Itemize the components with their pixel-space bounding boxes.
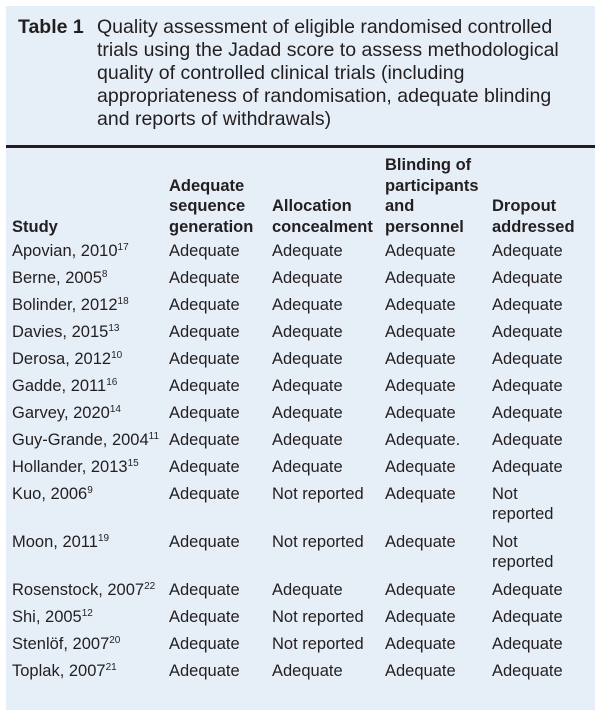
study-name: Garvey, 2020 <box>12 404 110 422</box>
cell-study <box>12 241 169 268</box>
table-label: Table 1 <box>18 16 84 38</box>
dropout-line: Adequate <box>492 662 563 680</box>
cell-allocation: Adequate <box>272 431 343 449</box>
cell-study <box>12 532 169 580</box>
cell-dropout <box>492 484 582 532</box>
cell-dropout <box>492 607 582 634</box>
table-row <box>12 322 582 349</box>
dropout-line: reported <box>492 505 554 523</box>
header-line: Allocation <box>272 197 352 215</box>
study-name: Apovian, 2010 <box>12 242 118 260</box>
reference-number: 18 <box>117 296 129 307</box>
study-name: Stenlöf, 2007 <box>12 635 110 653</box>
dropout-line: Adequate <box>492 431 563 449</box>
table-row <box>12 532 582 580</box>
cell-allocation: Adequate <box>272 296 343 314</box>
dropout-line: Adequate <box>492 242 563 260</box>
cell-blinding: Adequate <box>385 350 456 368</box>
header-line: Dropout <box>492 197 557 215</box>
dropout-line: Adequate <box>492 323 563 341</box>
header-allocation-concealment <box>272 155 385 241</box>
study-name: Derosa, 2012 <box>12 350 112 368</box>
cell-blinding: Adequate. <box>385 431 461 449</box>
cell-dropout <box>492 580 582 607</box>
caption-line: and reports of withdrawals) <box>97 108 332 130</box>
study-name: Hollander, 2013 <box>12 458 128 476</box>
cell-sequence: Adequate <box>169 608 240 626</box>
caption-line: trials using the Jadad score to assess methodological <box>97 39 559 61</box>
cell-dropout <box>492 349 582 376</box>
cell-blinding: Adequate <box>385 485 456 503</box>
cell-sequence: Adequate <box>169 458 240 476</box>
cell-dropout <box>492 403 582 430</box>
cell-blinding: Adequate <box>385 323 456 341</box>
cell-sequence: Adequate <box>169 323 240 341</box>
cell-sequence: Adequate <box>169 431 240 449</box>
study-name: Toplak, 2007 <box>12 662 106 680</box>
table-row <box>12 403 582 430</box>
cell-dropout <box>492 430 582 457</box>
cell-study <box>12 295 169 322</box>
reference-number: 8 <box>101 269 108 280</box>
cell-sequence: Adequate <box>169 581 240 599</box>
header-line: concealment <box>272 217 373 236</box>
cell-study <box>12 376 169 403</box>
cell-sequence: Adequate <box>169 662 240 680</box>
cell-study <box>12 322 169 349</box>
cell-allocation: Not reported <box>272 608 364 626</box>
table-row <box>12 376 582 403</box>
reference-number: 17 <box>117 242 129 253</box>
study-name: Rosenstock, 2007 <box>12 581 145 599</box>
cell-sequence: Adequate <box>169 269 240 287</box>
cell-dropout <box>492 268 582 295</box>
table-row <box>12 484 582 532</box>
cell-study <box>12 484 169 532</box>
cell-allocation: Adequate <box>272 404 343 422</box>
cell-dropout <box>492 376 582 403</box>
cell-allocation: Adequate <box>272 350 343 368</box>
reference-number: 14 <box>109 404 121 415</box>
cell-blinding: Adequate <box>385 242 456 260</box>
table-row <box>12 634 582 661</box>
header-line: Study <box>12 217 58 236</box>
reference-number: 13 <box>108 323 120 334</box>
cell-dropout <box>492 322 582 349</box>
cell-sequence: Adequate <box>169 485 240 503</box>
header-line: Blinding of <box>385 156 472 174</box>
quality-table <box>12 155 582 688</box>
cell-study <box>12 457 169 484</box>
cell-blinding: Adequate <box>385 377 456 395</box>
cell-blinding: Adequate <box>385 296 456 314</box>
table-row <box>12 295 582 322</box>
cell-blinding: Adequate <box>385 533 456 551</box>
table-row <box>12 661 582 688</box>
table-row <box>12 268 582 295</box>
caption-line: Quality assessment of eligible randomised controlled <box>97 16 553 38</box>
cell-study <box>12 580 169 607</box>
dropout-line: Not <box>492 533 518 551</box>
header-line: and <box>385 197 415 215</box>
study-name: Berne, 2005 <box>12 269 102 287</box>
cell-study <box>12 268 169 295</box>
header-line: Adequate <box>169 176 245 195</box>
cell-blinding: Adequate <box>385 581 456 599</box>
header-line: generation <box>169 217 254 236</box>
study-name: Moon, 2011 <box>12 533 98 551</box>
cell-blinding: Adequate <box>385 404 456 422</box>
cell-allocation: Adequate <box>272 323 343 341</box>
dropout-line: Adequate <box>492 458 563 476</box>
cell-blinding: Adequate <box>385 269 456 287</box>
dropout-line: Adequate <box>492 635 563 653</box>
cell-allocation: Adequate <box>272 662 343 680</box>
cell-sequence: Adequate <box>169 242 240 260</box>
table-row <box>12 607 582 634</box>
caption-line: quality of controlled clinical trials (including <box>97 62 465 84</box>
cell-dropout <box>492 241 582 268</box>
study-name: Kuo, 2006 <box>12 485 88 503</box>
cell-dropout <box>492 661 582 688</box>
reference-number: 19 <box>97 533 110 544</box>
cell-allocation: Adequate <box>272 269 343 287</box>
cell-blinding: Adequate <box>385 458 456 476</box>
cell-study <box>12 403 169 430</box>
cell-study <box>12 607 169 634</box>
reference-number: 10 <box>111 350 123 361</box>
cell-blinding: Adequate <box>385 635 456 653</box>
cell-blinding: Adequate <box>385 662 456 680</box>
cell-allocation: Not reported <box>272 485 364 503</box>
cell-study <box>12 661 169 688</box>
reference-number: 16 <box>106 377 118 388</box>
cell-allocation: Adequate <box>272 377 343 395</box>
header-line: personnel <box>385 217 464 236</box>
dropout-line: Adequate <box>492 377 563 395</box>
header-line: sequence <box>169 197 246 215</box>
cell-dropout <box>492 532 582 580</box>
header-study <box>12 155 169 241</box>
reference-number: 21 <box>105 662 117 673</box>
dropout-line: Not <box>492 485 518 503</box>
reference-number: 22 <box>144 581 156 592</box>
study-name: Gadde, 2011 <box>12 377 107 395</box>
reference-number: 9 <box>87 485 93 496</box>
dropout-line: Adequate <box>492 296 563 314</box>
header-line: addressed <box>492 217 575 236</box>
cell-allocation: Adequate <box>272 242 343 260</box>
header-rule <box>6 145 595 148</box>
caption-text <box>97 16 588 131</box>
cell-dropout <box>492 457 582 484</box>
cell-allocation: Not reported <box>272 635 364 653</box>
reference-number: 12 <box>81 608 93 619</box>
cell-sequence: Adequate <box>169 296 240 314</box>
header-sequence-generation <box>169 155 272 241</box>
header-dropout <box>492 155 582 241</box>
study-name: Bolinder, 2012 <box>12 296 118 314</box>
cell-sequence: Adequate <box>169 377 240 395</box>
study-name: Davies, 2015 <box>12 323 109 341</box>
table-row <box>12 241 582 268</box>
table-row <box>12 580 582 607</box>
table-row <box>12 457 582 484</box>
cell-sequence: Adequate <box>169 404 240 422</box>
cell-study <box>12 430 169 457</box>
table-caption <box>18 16 588 131</box>
dropout-line: Adequate <box>492 581 563 599</box>
cell-allocation: Adequate <box>272 581 343 599</box>
study-name: Shi, 2005 <box>12 608 82 626</box>
cell-dropout <box>492 634 582 661</box>
table-body <box>12 241 582 688</box>
reference-number: 15 <box>127 458 139 469</box>
table-row <box>12 349 582 376</box>
cell-allocation: Not reported <box>272 533 364 551</box>
study-name: Guy-Grande, 2004 <box>12 431 149 449</box>
cell-allocation: Adequate <box>272 458 343 476</box>
dropout-line: reported <box>492 553 554 571</box>
cell-study <box>12 349 169 376</box>
cell-sequence: Adequate <box>169 635 240 653</box>
cell-sequence: Adequate <box>169 533 240 551</box>
cell-dropout <box>492 295 582 322</box>
dropout-line: Adequate <box>492 350 563 368</box>
reference-number: 11 <box>148 431 160 442</box>
dropout-line: Adequate <box>492 404 563 422</box>
cell-study <box>12 634 169 661</box>
table-row <box>12 430 582 457</box>
header-line: participants <box>385 176 479 195</box>
header-row <box>12 155 582 241</box>
header-blinding <box>385 155 492 241</box>
dropout-line: Adequate <box>492 269 563 287</box>
dropout-line: Adequate <box>492 608 563 626</box>
cell-sequence: Adequate <box>169 350 240 368</box>
reference-number: 20 <box>109 635 121 646</box>
cell-blinding: Adequate <box>385 608 456 626</box>
caption-line: appropriateness of randomisation, adequate blinding <box>97 85 552 107</box>
